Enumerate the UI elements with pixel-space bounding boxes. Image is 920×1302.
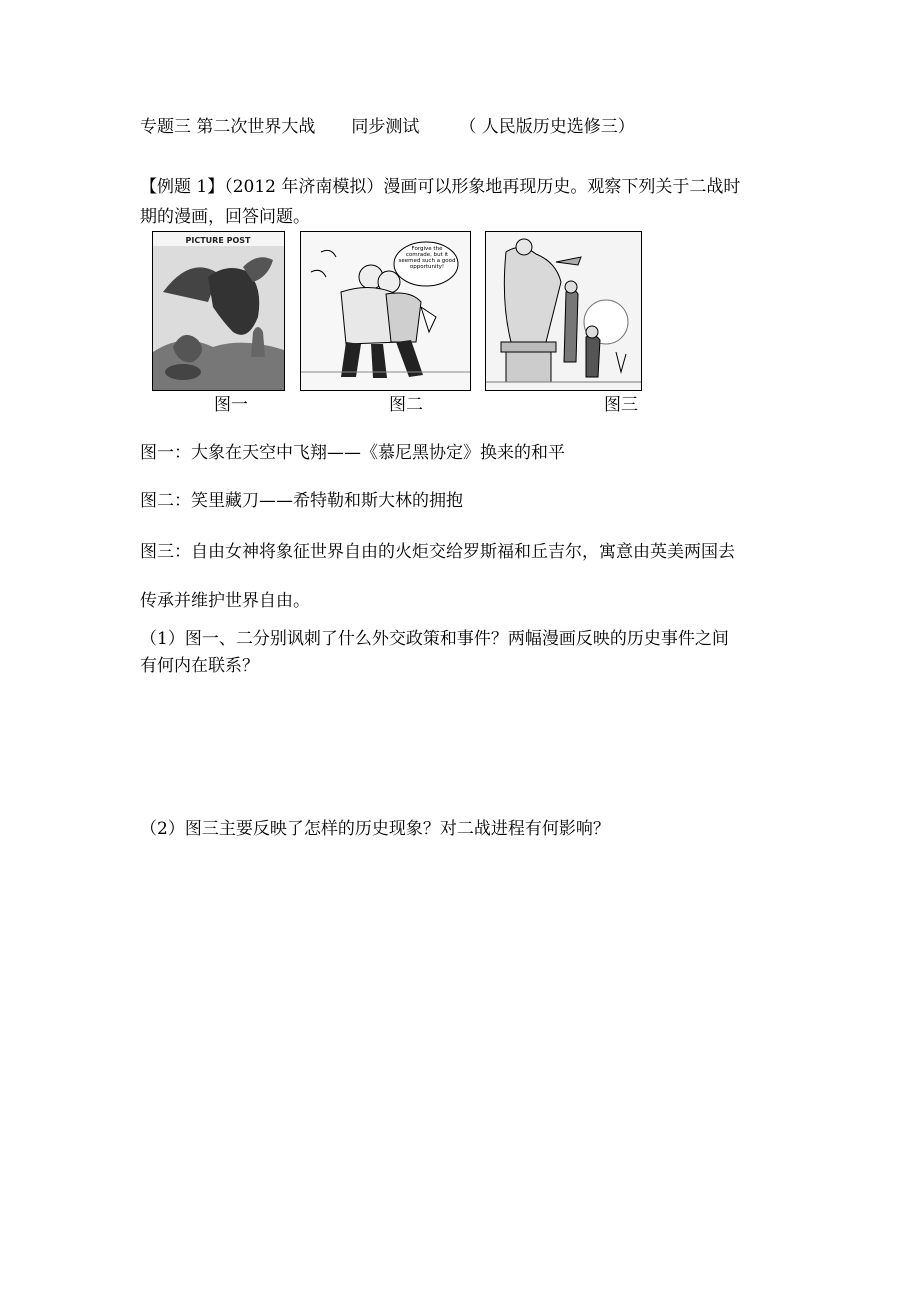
figure-2-description: 图二：笑里藏刀——希特勒和斯大林的拥抱 [140,491,463,511]
figure-2-caption: 图二 [389,395,423,415]
title-test: 同步测试 [351,117,420,137]
speech-bubble: Forgive the comrade, but it seemed such a good opportunity! [398,246,456,270]
title-edition: （ 人民版历史选修三） [459,117,635,137]
figure-1-description: 图一：大象在天空中飞翔——《慕尼黑协定》换来的和平 [140,443,565,463]
cartoon-figure-1 [152,231,285,391]
figure-3-caption: 图三 [604,395,638,415]
picture-post-header: PICTURE POST [185,236,251,245]
figure-3-description-line1: 图三：自由女神将象征世界自由的火炬交给罗斯福和丘吉尔，寓意由英美两国去 [140,542,735,562]
cartoon-figure-2 [300,231,471,391]
document-title [140,116,635,138]
cartoon-figure-3 [485,231,642,391]
question-1-line1: （1）图一、二分别讽刺了什么外交政策和事件？两幅漫画反映的历史事件之间 [140,629,729,649]
question-2: （2）图三主要反映了怎样的历史现象？对二战进程有何影响？ [140,819,610,839]
example-intro-line2: 期的漫画，回答问题。 [140,207,310,227]
title-topic: 专题三 第二次世界大战 [140,117,316,137]
figure-1-caption: 图一 [214,395,248,415]
example-intro-line1: 【例题 1】（2012 年济南模拟）漫画可以形象地再现历史。观察下列关于二战时 [140,177,741,197]
question-1-line2: 有何内在联系？ [140,656,259,676]
figure-3-description-line2: 传承并维护世界自由。 [140,591,310,611]
